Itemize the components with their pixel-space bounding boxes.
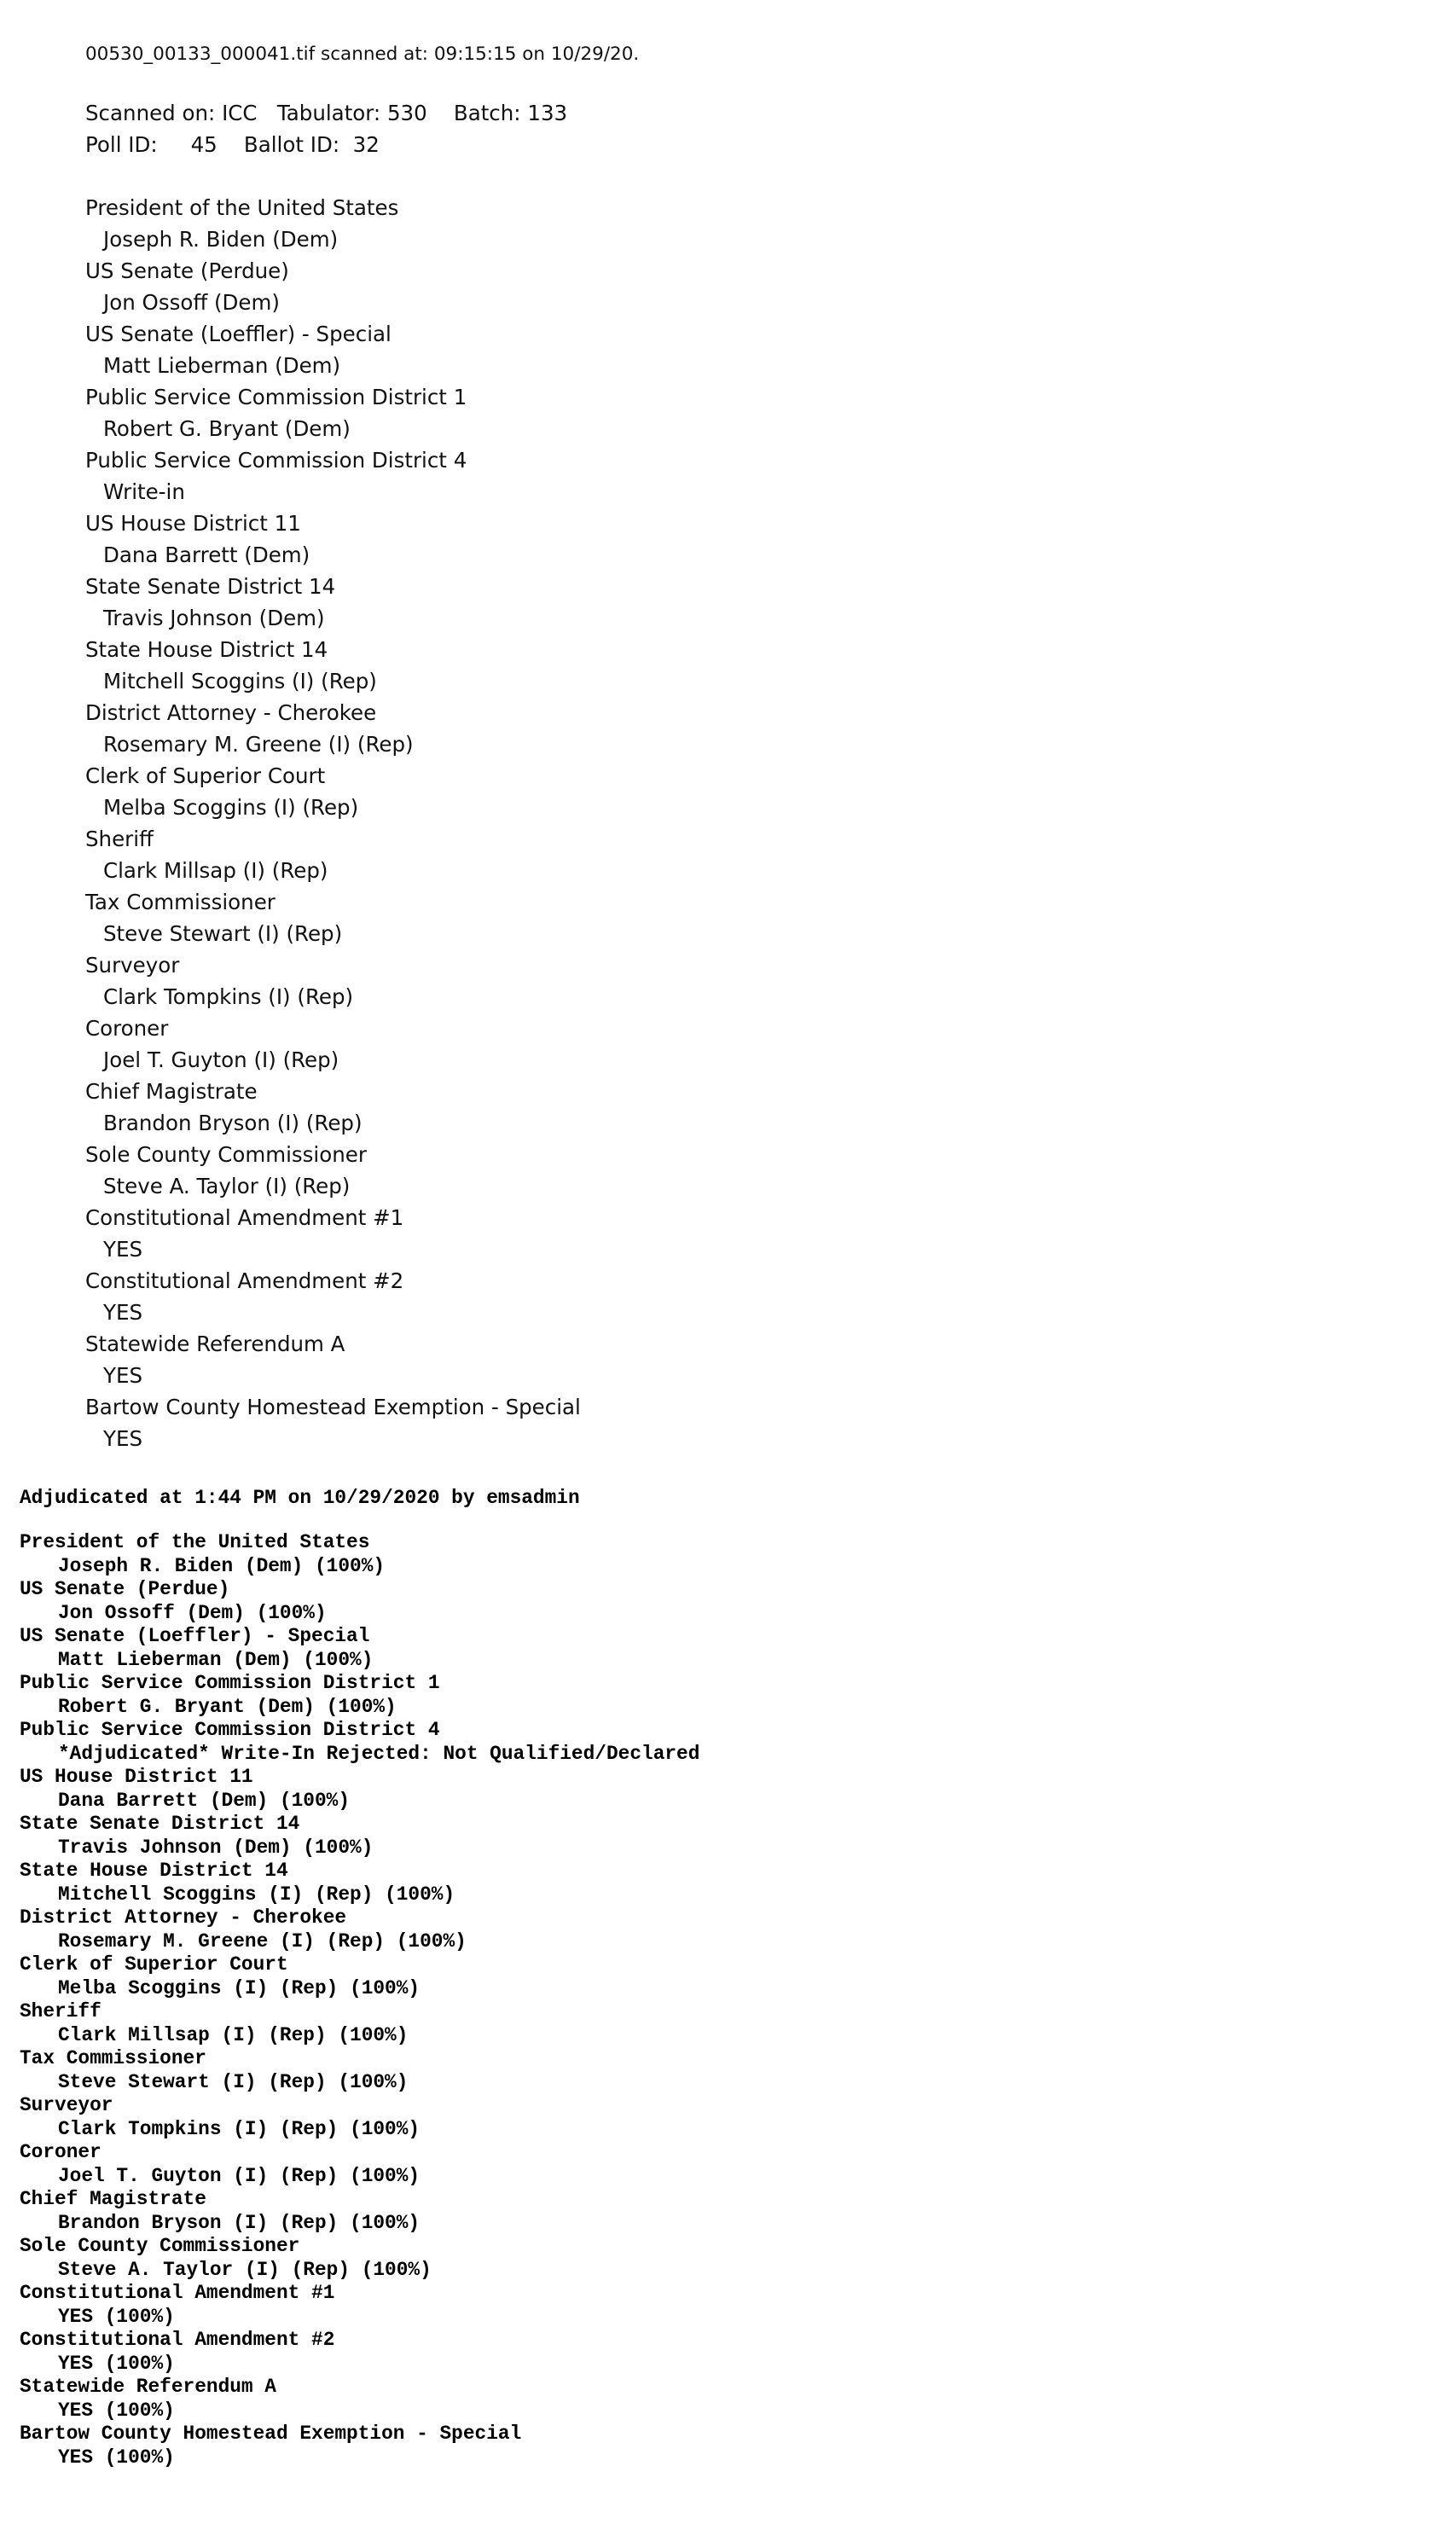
scan-race-choice: YES bbox=[103, 1237, 142, 1262]
scan-race-choice: Steve Stewart (I) (Rep) bbox=[103, 921, 343, 946]
scan-race-title: Public Service Commission District 4 bbox=[85, 448, 467, 473]
scan-race-title: Sole County Commissioner bbox=[85, 1142, 367, 1167]
scan-race-choice: Joel T. Guyton (I) (Rep) bbox=[103, 1047, 339, 1072]
scan-race-title: Statewide Referendum A bbox=[85, 1332, 345, 1356]
adjudication-race-choice: YES (100%) bbox=[58, 2352, 175, 2375]
scan-race-choice: Matt Lieberman (Dem) bbox=[103, 353, 341, 378]
scan-race-title: Surveyor bbox=[85, 953, 180, 978]
adjudication-race-choice: Clark Millsap (I) (Rep) (100%) bbox=[58, 2023, 409, 2046]
scan-race-title: US Senate (Perdue) bbox=[85, 258, 289, 283]
scan-race-choice: Dana Barrett (Dem) bbox=[103, 543, 310, 567]
adjudication-race-choice: Brandon Bryson (I) (Rep) (100%) bbox=[58, 2211, 421, 2234]
adjudication-race-title: Statewide Referendum A bbox=[20, 2376, 276, 2398]
scan-race-title: Constitutional Amendment #2 bbox=[85, 1268, 404, 1293]
adjudication-race-choice: Steve Stewart (I) (Rep) (100%) bbox=[58, 2070, 409, 2093]
adjudication-race-choice: Clark Tompkins (I) (Rep) (100%) bbox=[58, 2117, 421, 2140]
adjudication-race-choice: Joel T. Guyton (I) (Rep) (100%) bbox=[58, 2164, 421, 2187]
adjudication-race-choice: Melba Scoggins (I) (Rep) (100%) bbox=[58, 1976, 421, 1999]
adjudication-race-title: Sheriff bbox=[20, 2000, 102, 2022]
scan-race-choice: YES bbox=[103, 1300, 142, 1325]
adjudication-race-choice: Robert G. Bryant (Dem) (100%) bbox=[58, 1695, 397, 1718]
adjudication-race-title: Coroner bbox=[20, 2141, 102, 2163]
scan-race-title: Coroner bbox=[85, 1016, 169, 1041]
scan-race-choice: YES bbox=[103, 1426, 142, 1451]
scan-race-choice: Melba Scoggins (I) (Rep) bbox=[103, 795, 359, 820]
scan-race-choice: Write-in bbox=[103, 479, 185, 504]
adjudication-header: Adjudicated at 1:44 PM on 10/29/2020 by emsadmin bbox=[20, 1487, 580, 1509]
adjudication-race-title: Constitutional Amendment #1 bbox=[20, 2282, 335, 2304]
scan-race-title: Sheriff bbox=[85, 827, 154, 851]
adjudication-race-choice: Joseph R. Biden (Dem) (100%) bbox=[58, 1554, 386, 1577]
adjudication-race-title: US Senate (Perdue) bbox=[20, 1578, 230, 1600]
adjudication-race-choice: Steve A. Taylor (I) (Rep) (100%) bbox=[58, 2258, 432, 2281]
adjudication-race-title: US House District 11 bbox=[20, 1766, 253, 1788]
adjudication-race-title: State Senate District 14 bbox=[20, 1813, 300, 1835]
scan-meta-line-tabulator: Scanned on: ICC Tabulator: 530 Batch: 133 bbox=[85, 101, 568, 125]
scan-race-title: District Attorney - Cherokee bbox=[85, 700, 377, 725]
scan-race-title: State Senate District 14 bbox=[85, 574, 336, 599]
adjudication-race-title: Constitutional Amendment #2 bbox=[20, 2329, 335, 2351]
adjudication-race-title: Public Service Commission District 4 bbox=[20, 1719, 440, 1741]
adjudication-race-list bbox=[20, 1531, 699, 2469]
scan-race-choice: Robert G. Bryant (Dem) bbox=[103, 416, 351, 441]
adjudication-race-title: Tax Commissioner bbox=[20, 2047, 206, 2069]
scan-race-choice: Rosemary M. Greene (I) (Rep) bbox=[103, 732, 414, 757]
adjudication-race-title: Bartow County Homestead Exemption - Special bbox=[20, 2423, 522, 2445]
scan-race-title: Tax Commissioner bbox=[85, 890, 276, 914]
scan-section bbox=[85, 38, 639, 1454]
scan-race-choice: Mitchell Scoggins (I) (Rep) bbox=[103, 669, 377, 693]
adjudication-race-title: Surveyor bbox=[20, 2094, 113, 2116]
adjudication-race-title: US Senate (Loeffler) - Special bbox=[20, 1625, 370, 1647]
scan-race-choice: YES bbox=[103, 1363, 142, 1388]
adjudication-race-title: Public Service Commission District 1 bbox=[20, 1672, 440, 1694]
scan-race-choice: Travis Johnson (Dem) bbox=[103, 606, 325, 630]
scan-race-title: Bartow County Homestead Exemption - Special bbox=[85, 1395, 581, 1419]
adjudication-race-choice: Travis Johnson (Dem) (100%) bbox=[58, 1836, 374, 1859]
scan-race-choice: Joseph R. Biden (Dem) bbox=[103, 227, 339, 252]
scan-meta bbox=[85, 97, 639, 160]
adjudication-race-title: State House District 14 bbox=[20, 1860, 288, 1882]
scan-race-choice: Brandon Bryson (I) (Rep) bbox=[103, 1111, 363, 1135]
adjudication-race-choice: *Adjudicated* Write-In Rejected: Not Qualified/Declared bbox=[58, 1742, 700, 1765]
adjudication-race-choice: Dana Barrett (Dem) (100%) bbox=[58, 1789, 351, 1812]
scan-race-title: State House District 14 bbox=[85, 637, 328, 662]
adjudication-race-choice: YES (100%) bbox=[58, 2446, 175, 2469]
scan-race-choice: Steve A. Taylor (I) (Rep) bbox=[103, 1174, 351, 1198]
adjudication-section bbox=[20, 1485, 699, 2469]
scan-race-title: Chief Magistrate bbox=[85, 1079, 258, 1104]
scan-race-title: US Senate (Loeffler) - Special bbox=[85, 322, 392, 346]
adjudication-race-title: Sole County Commissioner bbox=[20, 2235, 300, 2257]
scan-race-choice: Clark Millsap (I) (Rep) bbox=[103, 858, 328, 883]
adjudication-race-title: District Attorney - Cherokee bbox=[20, 1906, 347, 1929]
adjudication-race-choice: YES (100%) bbox=[58, 2305, 175, 2328]
adjudication-race-choice: YES (100%) bbox=[58, 2399, 175, 2422]
scan-header: 00530_00133_000041.tif scanned at: 09:15:15 on 10/29/20. bbox=[85, 44, 640, 65]
scan-race-title: Constitutional Amendment #1 bbox=[85, 1205, 404, 1230]
scan-race-title: Public Service Commission District 1 bbox=[85, 385, 467, 409]
adjudication-race-choice: Matt Lieberman (Dem) (100%) bbox=[58, 1648, 374, 1671]
scan-meta-line-ballot: Poll ID: 45 Ballot ID: 32 bbox=[85, 132, 380, 157]
scan-race-choice: Clark Tompkins (I) (Rep) bbox=[103, 984, 354, 1009]
adjudication-race-title: Clerk of Superior Court bbox=[20, 1953, 288, 1976]
scan-race-choice: Jon Ossoff (Dem) bbox=[103, 290, 280, 315]
adjudication-race-choice: Mitchell Scoggins (I) (Rep) (100%) bbox=[58, 1883, 455, 1906]
adjudication-race-choice: Jon Ossoff (Dem) (100%) bbox=[58, 1601, 327, 1624]
scan-race-list bbox=[85, 192, 639, 1454]
adjudication-race-title: President of the United States bbox=[20, 1531, 370, 1553]
scan-race-title: President of the United States bbox=[85, 195, 399, 220]
adjudication-race-choice: Rosemary M. Greene (I) (Rep) (100%) bbox=[58, 1929, 467, 1953]
scan-race-title: Clerk of Superior Court bbox=[85, 763, 326, 788]
adjudication-race-title: Chief Magistrate bbox=[20, 2188, 206, 2210]
scan-race-title: US House District 11 bbox=[85, 511, 301, 536]
